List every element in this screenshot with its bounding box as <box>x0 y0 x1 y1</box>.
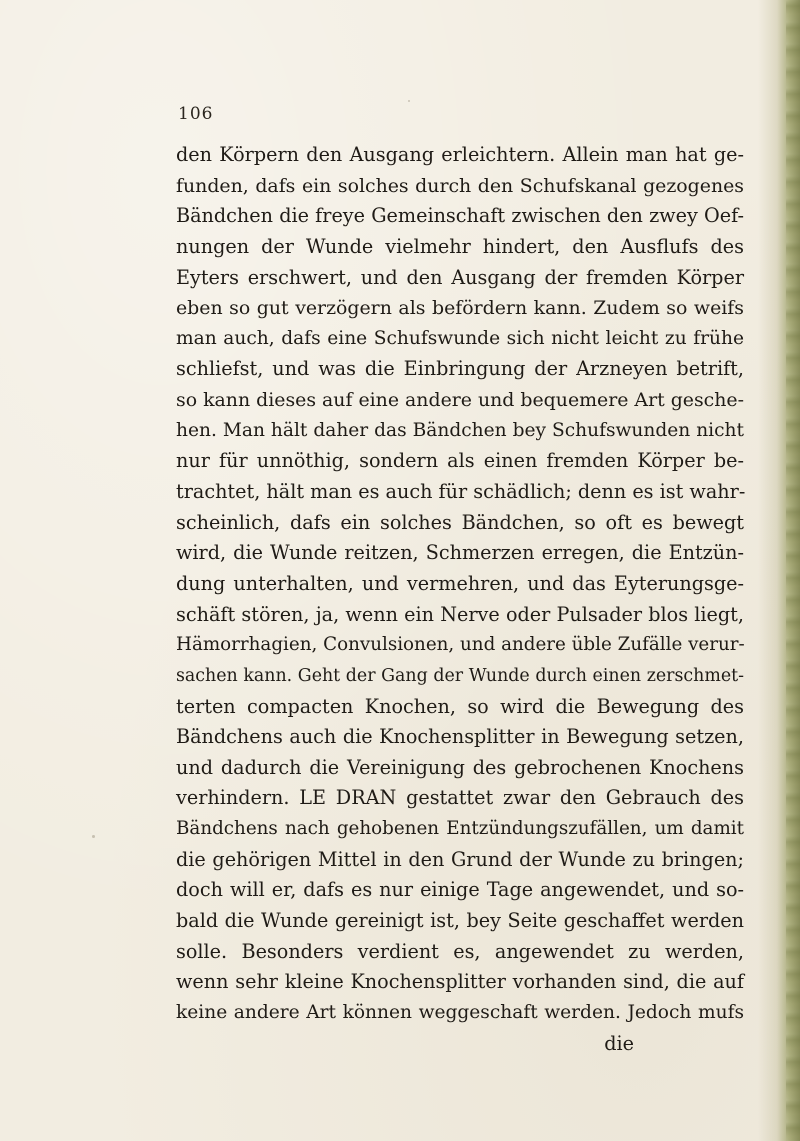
page-edge-stain <box>758 0 800 1141</box>
text-line: wenn sehr kleine Knochensplitter vorhanden sind, die auf <box>176 970 744 994</box>
ink-speck <box>408 100 410 102</box>
ink-speck <box>92 835 95 838</box>
text-line: den Körpern den Ausgang erleichtern. Allein man hat ge- <box>176 143 744 166</box>
text-line: Eyters erschwert, und den Ausgang der fremden Körper <box>176 265 744 289</box>
text-line: und dadurch die Vereinigung des gebrochenen Knochens <box>176 755 744 779</box>
text-line: dung unterhalten, und vermehren, und das Eyterungsge- <box>176 571 744 595</box>
text-line: bald die Wunde gereinigt ist, bey Seite geschaffet werden <box>176 909 744 933</box>
text-line: doch will er, dafs es nur einige Tage angewendet, und so- <box>176 878 744 902</box>
catchword: die <box>604 1031 634 1055</box>
text-line: eben so gut verzögern als befördern kann. Zudem so weifs <box>176 297 744 320</box>
text-line: Hämorrhagien, Convulsionen, und andere üble Zufälle verur- <box>176 634 745 656</box>
text-line: solle. Besonders verdient es, angewendet zu werden, <box>176 939 744 963</box>
text-line: wird, die Wunde reitzen, Schmerzen erregen, die Entzün- <box>176 541 744 565</box>
body-text <box>176 140 744 1059</box>
text-line: man auch, dafs eine Schufswunde sich nicht leicht zu frühe <box>176 327 744 349</box>
text-line: nur für unnöthig, sondern als einen fremden Körper be- <box>176 449 744 473</box>
text-line: Bändchen die freye Gemeinschaft zwischen den zwey Oef- <box>176 204 744 228</box>
text-line: keine andere Art können weggeschaft werden. Jedoch mufs <box>176 1001 744 1023</box>
text-line: schäft stören, ja, wenn ein Nerve oder Pulsader blos liegt, <box>176 602 744 626</box>
text-line: hen. Man hält daher das Bändchen bey Schufswunden nicht <box>176 419 744 441</box>
text-line: verhindern. LE DRAN gestattet zwar den Gebrauch des <box>176 786 744 810</box>
text-line: sachen kann. Geht der Gang der Wunde durch einen zerschmet- <box>176 665 744 686</box>
text-line: schliefst, und was die Einbringung der Arzneyen betrift, <box>176 357 744 381</box>
text-line: die gehörigen Mittel in den Grund der Wunde zu bringen; <box>176 847 744 871</box>
text-line: nungen der Wunde vielmehr hindert, den Ausflufs des <box>176 234 744 258</box>
page-number: 106 <box>178 104 214 124</box>
text-line: so kann dieses auf eine andere und bequemere Art gesche- <box>176 389 744 412</box>
text-line: scheinlich, dafs ein solches Bändchen, so oft es bewegt <box>176 510 744 534</box>
text-line: Bändchens nach gehobenen Entzündungszufällen, um damit <box>176 818 744 840</box>
text-line: trachtet, hält man es auch für schädlich; denn es ist wahr- <box>176 480 746 504</box>
text-line: funden, dafs ein solches durch den Schufskanal gezogenes <box>176 174 744 197</box>
text-line: terten compacten Knochen, so wird die Bewegung des <box>176 694 744 718</box>
text-line: Bändchens auch die Knochensplitter in Bewegung setzen, <box>176 725 744 749</box>
